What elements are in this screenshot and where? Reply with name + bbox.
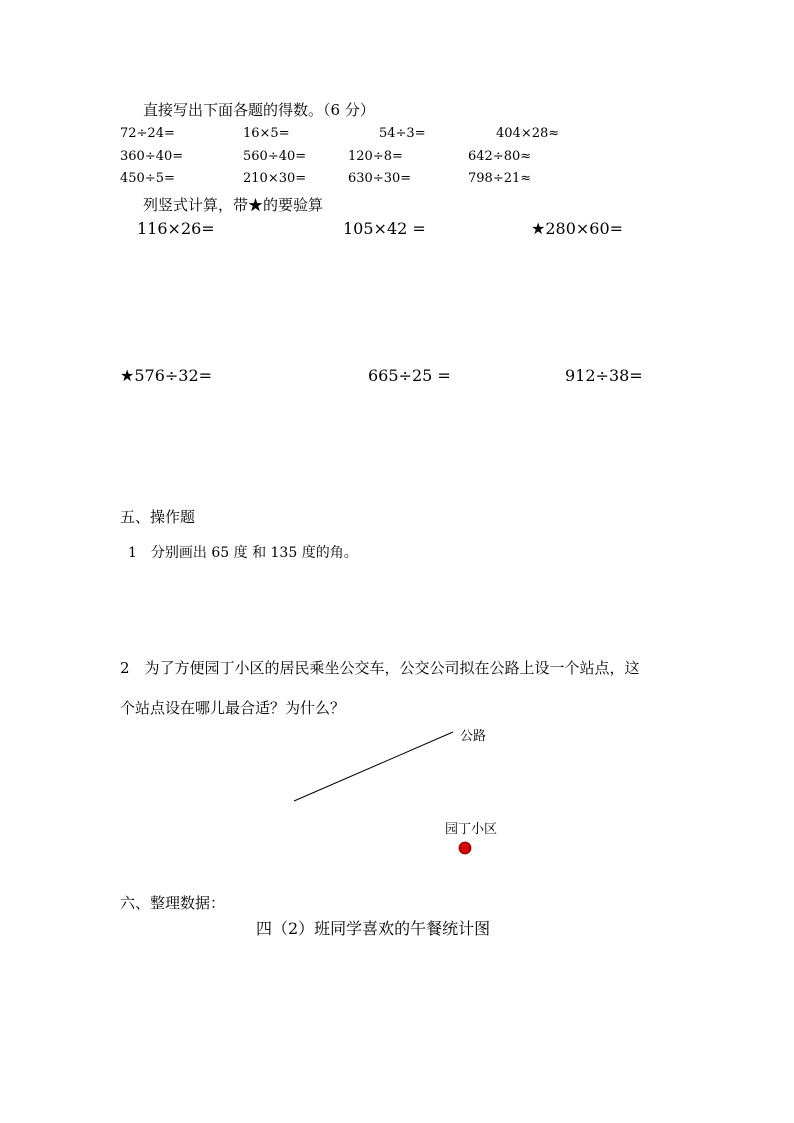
vertical-calc-item: ★576÷32= bbox=[120, 366, 213, 385]
direct-calc-item: 360÷40= bbox=[120, 149, 184, 164]
vertical-calc-instruction: 列竖式计算，带★的要验算 bbox=[143, 196, 324, 214]
community-label: 园丁小区 bbox=[445, 822, 498, 837]
section-six-heading: 六、整理数据： bbox=[120, 894, 226, 912]
direct-calc-item: 560÷40= bbox=[243, 149, 307, 164]
direct-calc-item: 630÷30= bbox=[348, 171, 412, 186]
question-one: 1 分别画出 65 度 和 135 度的角。 bbox=[128, 545, 358, 561]
vertical-calc-item: 116×26= bbox=[137, 219, 215, 238]
direct-calc-item: 54÷3= bbox=[379, 126, 426, 141]
question-two-line1: 2 为了方便园丁小区的居民乘坐公交车，公交公司拟在公路上设一个站点，这 bbox=[120, 659, 640, 677]
question-two-line2: 个站点设在哪儿最合适？为什么？ bbox=[120, 699, 346, 717]
road-label: 公路 bbox=[460, 729, 487, 744]
direct-calc-instruction: 直接写出下面各题的得数。（6 分） bbox=[143, 101, 375, 119]
community-location-dot bbox=[459, 842, 471, 854]
direct-calc-item: 210×30= bbox=[243, 171, 307, 186]
section-five-heading: 五、操作题 bbox=[120, 508, 196, 526]
direct-calc-item: 642÷80≈ bbox=[468, 149, 532, 164]
direct-calc-item: 120÷8= bbox=[348, 149, 403, 164]
direct-calc-item: 404×28≈ bbox=[496, 126, 560, 141]
direct-calc-item: 72÷24= bbox=[120, 126, 175, 141]
road-line bbox=[294, 732, 453, 801]
chart-title: 四（2）班同学喜欢的午餐统计图 bbox=[256, 919, 491, 938]
vertical-calc-item: 665÷25 = bbox=[368, 366, 451, 385]
direct-calc-item: 16×5= bbox=[243, 126, 290, 141]
vertical-calc-item: ★280×60= bbox=[531, 219, 624, 238]
vertical-calc-item: 912÷38= bbox=[565, 366, 643, 385]
direct-calc-item: 798÷21≈ bbox=[468, 171, 532, 186]
direct-calc-item: 450÷5= bbox=[120, 171, 175, 186]
vertical-calc-item: 105×42 = bbox=[343, 219, 426, 238]
